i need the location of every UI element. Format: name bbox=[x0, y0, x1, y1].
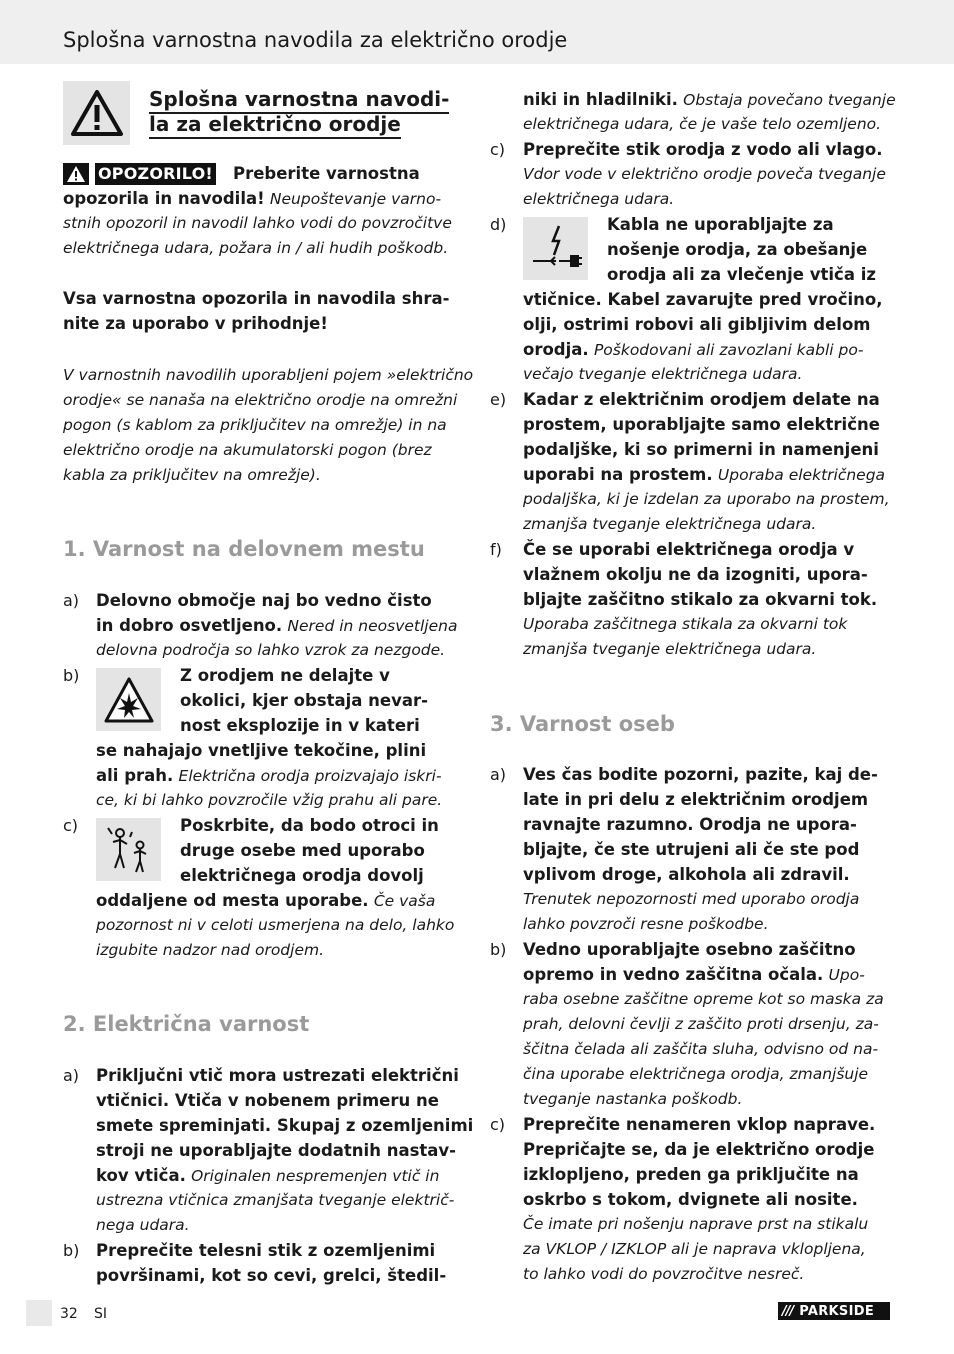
item-label: b) bbox=[63, 666, 80, 685]
keep-children-away-icon bbox=[96, 818, 161, 881]
section-heading-1: 1. Varnost na delovnem mestu bbox=[63, 537, 425, 561]
item-label: d) bbox=[490, 215, 507, 234]
item-text: Kadar z električnim orodjem delate na bbox=[523, 390, 880, 409]
item-text: pozornost ni v celoti usmerjena na delo, lahko bbox=[96, 916, 455, 934]
item-text: nega udara. bbox=[96, 1216, 190, 1234]
footer-marker bbox=[26, 1300, 52, 1326]
intro-text: pogon (s kablom za priključitev na omrežje) in na bbox=[63, 416, 447, 434]
main-title-line-2: la za električno orodje bbox=[149, 111, 401, 139]
item-text: ravnajte razumno. Orodja ne upora- bbox=[523, 815, 857, 834]
intro-text: električno orodje na akumulatorski pogon (brez bbox=[63, 441, 432, 459]
item-text: vtičnici. Vtiča v nobenem primeru ne bbox=[96, 1091, 439, 1110]
item-text: stroji ne uporabljajte dodatnih nastav- bbox=[96, 1141, 457, 1160]
item-text: se nahajajo vnetljive tekočine, plini bbox=[96, 741, 427, 760]
item-text: izklopljeno, preden ga priključite na bbox=[523, 1165, 859, 1184]
brand-name: PARKSIDE bbox=[799, 1303, 875, 1319]
item-text: zmanjša tveganje električnega udara. bbox=[523, 640, 817, 658]
item-text: Trenutek nepozornosti med uporabo orodja bbox=[523, 890, 860, 908]
item-text: kov vtiča. Originalen nespremenjen vtič in bbox=[96, 1166, 440, 1185]
item-text: vtičnice. Kabel zavarujte pred vročino, bbox=[523, 290, 883, 309]
item-label: b) bbox=[63, 1241, 80, 1260]
warning-text: Preberite varnostna bbox=[233, 164, 420, 183]
item-text: električnega udara. bbox=[523, 190, 675, 208]
item-text: druge osebe med uporabo bbox=[180, 841, 425, 860]
item-text: bljajte, če ste utrujeni ali če ste pod bbox=[523, 840, 860, 859]
item-text: površinami, kot so cevi, grelci, štedil- bbox=[96, 1266, 447, 1285]
warning-small-icon bbox=[63, 163, 89, 185]
item-text: Če se uporabi električnega orodja v bbox=[523, 540, 855, 559]
item-label: a) bbox=[490, 765, 507, 784]
item-text: za VKLOP / IZKLOP ali je naprava vklopljena, bbox=[523, 1240, 866, 1258]
item-label: f) bbox=[490, 540, 502, 559]
item-text: Če imate pri nošenju naprave prst na stikalu bbox=[523, 1215, 869, 1233]
item-text: podaljška, ki je izdelan za uporabo na prostem, bbox=[523, 490, 890, 508]
item-text: tveganje nastanka poškodb. bbox=[523, 1090, 743, 1108]
item-text: orodja. Poškodovani ali zavozlani kabli po- bbox=[523, 340, 864, 359]
item-label: c) bbox=[490, 140, 506, 159]
item-text: čina uporabe električnega orodja, zmanjšuje bbox=[523, 1065, 869, 1083]
item-text: raba osebne zaščitne opreme kot so maska za bbox=[523, 990, 884, 1008]
section-heading-3: 3. Varnost oseb bbox=[490, 712, 675, 736]
item-text: lahko povzroči resne poškodbe. bbox=[523, 915, 769, 933]
item-text: Ves čas bodite pozorni, pazite, kaj de- bbox=[523, 765, 878, 784]
section-heading-2: 2. Električna varnost bbox=[63, 1012, 310, 1036]
main-title-line-1: Splošna varnostna navodi- bbox=[149, 86, 449, 114]
item-text: opremo in vedno zaščitna očala. Upo- bbox=[523, 965, 865, 984]
item-label: b) bbox=[490, 940, 507, 959]
item-text: olji, ostrimi robovi ali gibljivim delom bbox=[523, 315, 871, 334]
item-text: nost eksplozije in v kateri bbox=[180, 716, 420, 735]
item-text: Z orodjem ne delajte v bbox=[180, 666, 390, 685]
item-text: ce, ki bi lahko povzročile vžig prahu ali pare. bbox=[96, 791, 443, 809]
item-text: Prepričajte se, da je električno orodje bbox=[523, 1140, 875, 1159]
language-code: SI bbox=[94, 1306, 108, 1322]
item-text: Vedno uporabljajte osebno zaščitno bbox=[523, 940, 856, 959]
brand-stripes: /// bbox=[782, 1303, 794, 1319]
item-text: Kabla ne uporabljajte za bbox=[607, 215, 834, 234]
item-text: Delovno območje naj bo vedno čisto bbox=[96, 591, 432, 610]
item-text: podaljške, ki so primerni in namenjeni bbox=[523, 440, 879, 459]
keep-instructions: Vsa varnostna opozorila in navodila shra- bbox=[63, 289, 450, 308]
item-label: a) bbox=[63, 1066, 80, 1085]
item-text: prah, delovni čevlji z zaščito proti drsenju, za- bbox=[523, 1015, 879, 1033]
page-number: 32 bbox=[60, 1306, 78, 1322]
item-label: c) bbox=[63, 816, 79, 835]
item-text: bljajte zaščitno stikalo za okvarni tok. bbox=[523, 590, 878, 609]
item-text: Preprečite stik orodja z vodo ali vlago. bbox=[523, 140, 883, 159]
intro-text: kabla za priključitev na omrežje). bbox=[63, 466, 321, 484]
item-text: ali prah. Električna orodja proizvajajo iskri- bbox=[96, 766, 442, 785]
item-text: Preprečite telesni stik z ozemljenimi bbox=[96, 1241, 436, 1260]
item-text: vlažnem okolju ne da izogniti, upora- bbox=[523, 565, 868, 584]
warning-text: opozorila in navodila! Neupoštevanje varno- bbox=[63, 189, 442, 208]
warning-text: stnih opozoril in navodil lahko vodi do povzročitve bbox=[63, 214, 452, 232]
keep-instructions: nite za uporabo v prihodnje! bbox=[63, 314, 328, 333]
item-text: Uporaba zaščitnega stikala za okvarni tok bbox=[523, 615, 848, 633]
item-text: Priključni vtič mora ustrezati električni bbox=[96, 1066, 459, 1085]
warning-badge bbox=[63, 163, 216, 185]
explosion-hazard-icon bbox=[96, 668, 161, 731]
item-text: uporabi na prostem. Uporaba električnega bbox=[523, 465, 886, 484]
item-text: delovna področja so lahko vzrok za nezgode. bbox=[96, 641, 446, 659]
warning-label: OPOZORILO! bbox=[95, 163, 216, 185]
item-text: okolici, kjer obstaja nevar- bbox=[180, 691, 428, 710]
item-text: smete spreminjati. Skupaj z ozemljenimi bbox=[96, 1116, 474, 1135]
item-text: niki in hladilniki. Obstaja povečano tveganje bbox=[523, 90, 896, 109]
item-text: večajo tveganje električnega udara. bbox=[523, 365, 803, 383]
item-text: oskrbo s tokom, dvignete ali nosite. bbox=[523, 1190, 858, 1209]
item-label: e) bbox=[490, 390, 507, 409]
item-text: ščitna čelada ali zaščita sluha, odvisno od na- bbox=[523, 1040, 879, 1058]
item-text: Vdor vode v električno orodje poveča tveganje bbox=[523, 165, 886, 183]
item-text: late in pri delu z električnim orodjem bbox=[523, 790, 869, 809]
item-text: izgubite nadzor nad orodjem. bbox=[96, 941, 325, 959]
item-text: vplivom droge, alkohola ali zdravil. bbox=[523, 865, 850, 884]
intro-text: V varnostnih navodilih uporabljeni pojem »električno bbox=[63, 366, 474, 384]
damaged-cable-icon bbox=[523, 217, 588, 280]
item-text: električnega udara, če je vaše telo ozemljeno. bbox=[523, 115, 882, 133]
item-label: a) bbox=[63, 591, 80, 610]
warning-text: električnega udara, požara in / ali hudih poškodb. bbox=[63, 239, 449, 257]
item-text: to lahko vodi do povzročitve nesreč. bbox=[523, 1265, 805, 1283]
item-text: električnega orodja dovolj bbox=[180, 866, 424, 885]
item-text: prostem, uporabljajte samo električne bbox=[523, 415, 880, 434]
item-label: c) bbox=[490, 1115, 506, 1134]
item-text: orodja ali za vlečenje vtiča iz bbox=[607, 265, 876, 284]
warning-triangle-icon bbox=[63, 81, 130, 145]
item-text: in dobro osvetljeno. Nered in neosvetljena bbox=[96, 616, 458, 635]
item-text: nošenje orodja, za obešanje bbox=[607, 240, 868, 259]
intro-text: orodje« se nanaša na električno orodje na omrežni bbox=[63, 391, 458, 409]
item-text: oddaljene od mesta uporabe. Če vaša bbox=[96, 891, 436, 910]
item-text: ustrezna vtičnica zmanjšata tveganje električ- bbox=[96, 1191, 455, 1209]
parkside-logo bbox=[778, 1302, 890, 1320]
item-text: zmanjša tveganje električnega udara. bbox=[523, 515, 817, 533]
item-text: Preprečite nenameren vklop naprave. bbox=[523, 1115, 876, 1134]
page-header-title: Splošna varnostna navodila za električno orodje bbox=[63, 28, 568, 52]
item-text: Poskrbite, da bodo otroci in bbox=[180, 816, 439, 835]
